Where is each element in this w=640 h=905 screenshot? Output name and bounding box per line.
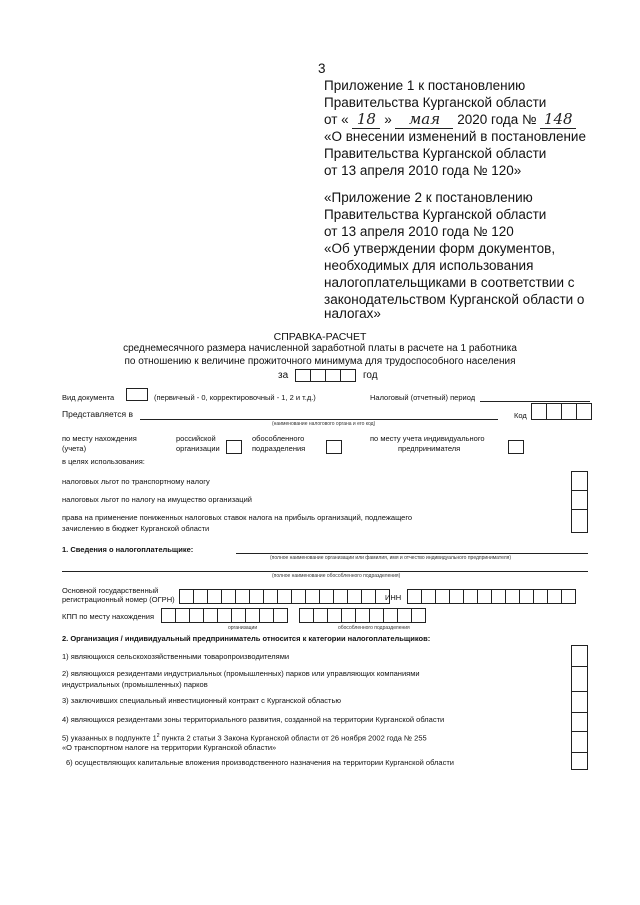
doc-type-hint: (первичный - 0, корректировочный - 1, 2 и т.д.) [154, 393, 316, 402]
purpose-3-checkbox[interactable] [571, 509, 588, 533]
appendix-line-9: «Об утверждении форм документов, [324, 241, 556, 256]
appendix-line-11: налогоплательщиками в соответствии с [324, 275, 575, 290]
name-line[interactable] [236, 553, 588, 554]
category-6: 6) осуществляющих капитальные вложения производственного назначения на территории Курганской области [66, 758, 454, 767]
purposes-label: в целях использования: [62, 457, 145, 466]
god-label: год [363, 370, 378, 381]
date-day: 18 [352, 111, 380, 129]
separate-label: обособленного [252, 434, 305, 443]
purpose-2-checkbox[interactable] [571, 490, 588, 510]
kpp-org-hint: организации [228, 625, 258, 631]
organ-line[interactable] [140, 419, 498, 420]
by-location-label: по месту нахождения [62, 434, 137, 443]
purpose-3-line-1: права на применение пониженных налоговых ставок налога на прибыль организаций, подлежащего [62, 513, 413, 522]
accounting-label: (учета) [62, 444, 87, 453]
ogrn-label-1: Основной государственный [62, 586, 159, 595]
category-2-checkbox[interactable] [571, 666, 588, 692]
code-cells[interactable] [532, 403, 592, 420]
kpp-division-cells[interactable] [300, 608, 426, 623]
category-1: 1) являющихся сельскохозяйственными товаропроизводителями [62, 652, 290, 661]
appendix-line-3: «О внесении изменений в постановление [324, 129, 586, 144]
appendix-line-2: Правительства Курганской области [324, 95, 547, 110]
category-3: 3) заключивших специальный инвестиционный контракт с Курганской областью [62, 696, 342, 705]
appendix-line-4: Правительства Курганской области [324, 146, 547, 161]
category-3-checkbox[interactable] [571, 691, 588, 713]
purpose-1: налоговых льгот по транспортному налогу [62, 477, 210, 486]
division-label: подразделения [252, 444, 306, 453]
org-checkbox[interactable] [226, 440, 242, 454]
date-month: мая [395, 111, 453, 129]
category-2-line-2: индустриальных (промышленных) парков [62, 680, 208, 689]
section-1-heading: 1. Сведения о налогоплательщике: [62, 545, 194, 554]
appendix-line-10: необходимых для использования [324, 258, 534, 273]
appendix-line-7: Правительства Курганской области [324, 207, 547, 222]
name-hint: (полное наименование организации или фамилия, имя и отчество индивидуального предпринимателя) [270, 555, 511, 561]
appendix-line-5: от 13 апреля 2010 года № 120» [324, 163, 522, 178]
kpp-division-hint: обособленного подразделения [338, 625, 410, 631]
organization-label: организации [176, 444, 220, 453]
purpose-2: налоговых льгот по налогу на имущество организаций [62, 495, 252, 504]
division-name-hint: (полное наименование обособленного подразделения) [272, 573, 401, 579]
doc-type-label: Вид документа [62, 393, 115, 402]
date-prefix: от « [324, 112, 349, 127]
inn-cells[interactable] [408, 589, 576, 604]
category-1-checkbox[interactable] [571, 645, 588, 667]
appendix-line-8: от 13 апреля 2010 года № 120 [324, 224, 514, 239]
section-2-heading: 2. Организация / индивидуальный предприниматель относится к категории налогоплательщиков: [62, 634, 431, 643]
doc-type-box[interactable] [126, 388, 148, 401]
document-number: 148 [540, 111, 576, 129]
category-4: 4) являющихся резидентами зоны территориального развития, созданной на территории Курганской области [62, 715, 445, 724]
category-2-line-1: 2) являющихся резидентами индустриальных (промышленных) парков или управляющих компаниями [62, 669, 420, 678]
entrepreneur-label-1: по месту учета индивидуального [370, 434, 485, 443]
ogrn-cells[interactable] [180, 589, 390, 604]
year-cells[interactable] [296, 369, 356, 382]
form-title: СПРАВКА-РАСЧЕТ [273, 331, 367, 343]
category-5-superscript: 2 [156, 733, 160, 739]
inn-label: ИНН [385, 593, 402, 602]
category-4-checkbox[interactable] [571, 712, 588, 732]
category-5-suffix: пункта 2 статьи 3 Закона Курганской области от 26 ноября 2002 года № 255 [159, 733, 427, 743]
appendix-line-13: налогах» [324, 306, 381, 321]
appendix-date-line [324, 111, 576, 129]
russian-label: российской [176, 434, 216, 443]
entrepreneur-label-2: предпринимателя [398, 444, 461, 453]
appendix-line-1: Приложение 1 к постановлению [324, 78, 526, 93]
date-mid: » [384, 112, 392, 127]
code-label: Код [514, 411, 527, 420]
purpose-1-checkbox[interactable] [571, 471, 588, 491]
date-year: 2020 года № [457, 112, 537, 127]
division-name-line[interactable] [62, 571, 588, 572]
za-label: за [278, 370, 289, 381]
category-5-checkbox[interactable] [571, 731, 588, 753]
page-number: 3 [318, 61, 326, 76]
division-checkbox[interactable] [326, 440, 342, 454]
period-label: Налоговый (отчетный) период [370, 393, 476, 402]
purpose-3-line-2: зачислению в бюджет Курганской области [62, 524, 210, 533]
category-5-line-2: «О транспортном налоге на территории Курганской области» [62, 743, 277, 752]
period-line[interactable] [480, 401, 590, 402]
ogrn-label-2: регистрационный номер (ОГРН) [62, 595, 175, 604]
category-5-line-1 [62, 733, 427, 743]
entrepreneur-checkbox[interactable] [508, 440, 524, 454]
category-6-checkbox[interactable] [571, 752, 588, 770]
form-subtitle-1: среднемесячного размера начисленной заработной платы в расчете на 1 работника [123, 343, 517, 354]
kpp-org-cells[interactable] [162, 608, 288, 623]
organ-hint: (наименование налогового органа и его код) [272, 421, 376, 427]
appendix-line-12: законодательством Курганской области о [324, 292, 585, 307]
category-5-prefix: 5) указанных в подпункте 1 [62, 733, 157, 743]
kpp-label: КПП по месту нахождения [62, 612, 155, 621]
submitted-to-label: Представляется в [62, 409, 133, 419]
appendix-line-6: «Приложение 2 к постановлению [324, 190, 533, 205]
form-subtitle-2: по отношению к величине прожиточного минимума для трудоспособного населения [124, 356, 516, 367]
